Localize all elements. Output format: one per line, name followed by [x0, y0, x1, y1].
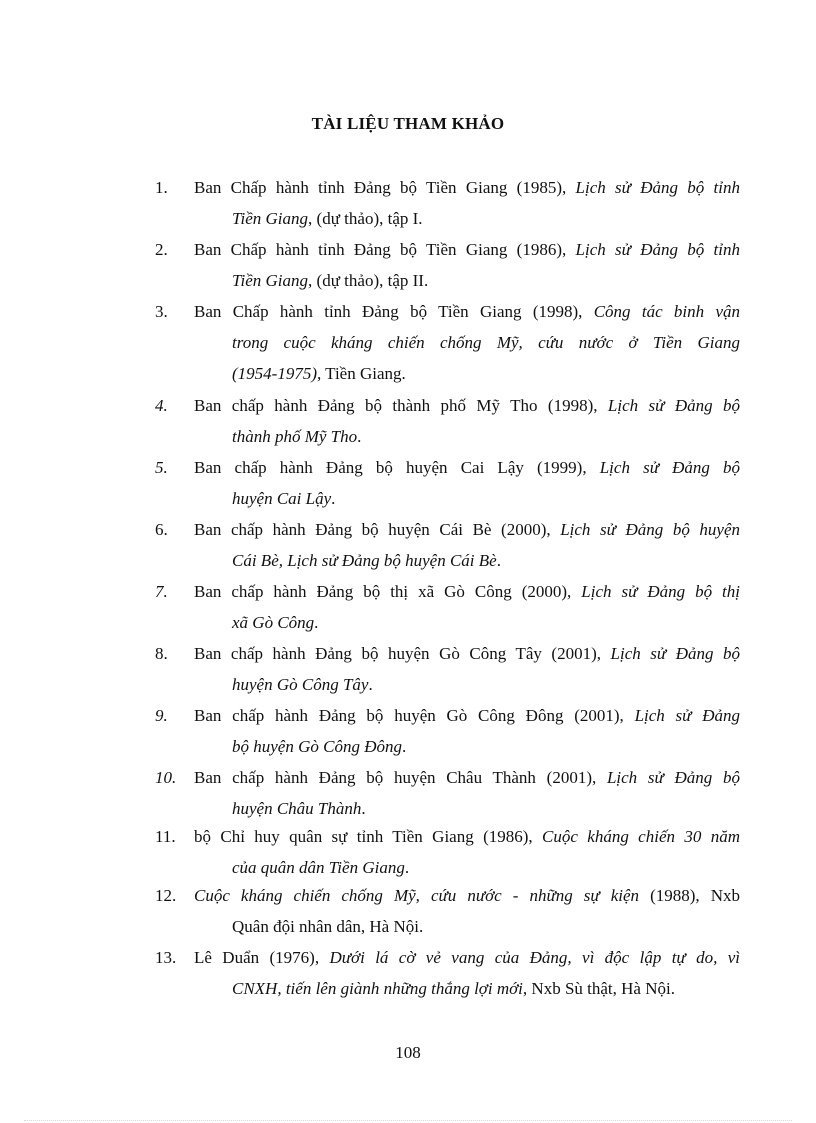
reference-number: 1. — [155, 178, 168, 197]
reference-title-segment: xã Gò Công — [232, 613, 315, 632]
reference-line — [194, 973, 740, 1004]
reference-text — [194, 452, 740, 514]
reference-number: 7. — [155, 582, 168, 601]
reference-title-segment: trong cuộc kháng chiến chống Mỹ, cứu nước ở Tiền Giang — [232, 333, 740, 352]
reference-text-segment: Ban chấp hành Đảng bộ thị xã Gò Công (2000), — [194, 582, 582, 601]
reference-title-segment: huyện Cai Lậy — [232, 489, 332, 508]
reference-text-segment: Quân đội nhân dân, Hà Nội. — [232, 917, 424, 936]
reference-line — [194, 911, 740, 942]
reference-number: 11. — [155, 827, 176, 846]
reference-text-segment: (1988), Nxb — [639, 886, 740, 905]
reference-line — [194, 576, 740, 607]
reference-text — [194, 514, 740, 576]
reference-line — [194, 172, 740, 203]
reference-number: 8. — [155, 644, 168, 663]
reference-title-segment: bộ huyện Gò Công Đông — [232, 737, 402, 756]
reference-text-segment: . — [331, 489, 336, 508]
reference-number: 9. — [155, 706, 168, 725]
reference-title-segment: Lịch sử Đảng bộ tỉnh — [575, 240, 740, 259]
reference-text-segment: , (dự thảo), tập I. — [308, 209, 423, 228]
reference-text-segment: bộ Chỉ huy quân sự tỉnh Tiền Giang (1986), — [194, 827, 543, 846]
reference-line — [194, 514, 740, 545]
reference-number: 10. — [155, 768, 177, 787]
reference-text — [194, 390, 740, 452]
reference-line — [194, 452, 740, 483]
reference-text-segment: . — [361, 799, 366, 818]
reference-number: 6. — [155, 520, 168, 539]
reference-title-segment: huyện Gò Công Tây — [232, 675, 369, 694]
reference-text-segment: Ban Chấp hành tỉnh Đảng bộ Tiền Giang (1985), — [194, 178, 576, 197]
reference-title-segment: Lịch sử Đảng bộ — [610, 644, 740, 663]
reference-line — [194, 880, 740, 911]
reference-text — [194, 576, 740, 638]
reference-text-segment: , Nxb Sù thật, Hà Nội. — [522, 979, 675, 998]
reference-line — [194, 358, 740, 389]
reference-text-segment: Tiền Giang. — [321, 364, 406, 383]
reference-text-segment: . — [368, 675, 373, 694]
reference-line — [194, 327, 740, 358]
reference-title-segment: Cái Bè, Lịch sử Đảng bộ huyện Cái Bè — [232, 551, 497, 570]
page-number: 108 — [395, 1043, 421, 1062]
reference-text-segment: Ban chấp hành Đảng bộ thành phố Mỹ Tho (1998), — [194, 396, 608, 415]
reference-line — [194, 203, 740, 234]
reference-text-segment: , (dự thảo), tập II. — [308, 271, 429, 290]
reference-title-segment: Lịch sử Đảng bộ huyện — [560, 520, 741, 539]
reference-text-segment: Ban chấp hành Đảng bộ huyện Cai Lậy (1999), — [194, 458, 600, 477]
reference-number: 13. — [155, 948, 177, 967]
page-title: TÀI LIỆU THAM KHẢO — [311, 114, 505, 133]
reference-text-segment: Ban chấp hành Đảng bộ huyện Cái Bè (2000), — [194, 520, 561, 539]
reference-text — [194, 880, 740, 942]
reference-line — [194, 607, 740, 638]
reference-line — [194, 731, 740, 762]
reference-title-segment: Cuộc kháng chiến 30 năm — [542, 827, 741, 846]
reference-line — [194, 852, 740, 883]
reference-text-segment: . — [496, 551, 501, 570]
reference-title-segment: Tiền Giang — [232, 271, 309, 290]
reference-line — [194, 762, 740, 793]
reference-line — [194, 793, 740, 824]
reference-title-segment: Công tác binh vận — [593, 302, 740, 321]
reference-text — [194, 700, 740, 762]
reference-text-segment: Ban chấp hành Đảng bộ huyện Gò Công Tây (2001), — [194, 644, 611, 663]
reference-title-segment: Lịch sử Đảng bộ — [607, 396, 740, 415]
reference-title-segment: thành phố Mỹ Tho — [232, 427, 358, 446]
reference-text-segment: Ban chấp hành Đảng bộ huyện Châu Thành (2001), — [194, 768, 607, 787]
reference-line — [194, 821, 740, 852]
reference-text — [194, 762, 740, 824]
reference-title-segment: CNXH, tiến lên giành những thắng lợi mới — [232, 979, 523, 998]
reference-line — [194, 483, 740, 514]
page-bottom-border — [24, 1120, 792, 1121]
reference-line — [194, 265, 740, 296]
reference-title-segment: huyện Châu Thành — [232, 799, 362, 818]
reference-title-segment: Cuộc kháng chiến chống Mỹ, cứu nước - những sự kiện — [194, 886, 640, 905]
reference-title-segment: Lịch sử Đảng bộ tỉnh — [575, 178, 740, 197]
reference-text — [194, 942, 740, 1004]
reference-text-segment: . — [314, 613, 319, 632]
reference-number: 3. — [155, 302, 168, 321]
reference-text-segment: . — [357, 427, 362, 446]
reference-text-segment: Ban Chấp hành tỉnh Đảng bộ Tiền Giang (1998), — [194, 302, 594, 321]
reference-line — [194, 421, 740, 452]
reference-text-segment: Ban Chấp hành tỉnh Đảng bộ Tiền Giang (1986), — [194, 240, 576, 259]
reference-text — [194, 821, 740, 883]
reference-line — [194, 669, 740, 700]
reference-title-segment: Lịch sử Đảng bộ thị — [581, 582, 740, 601]
reference-line — [194, 390, 740, 421]
reference-line — [194, 638, 740, 669]
reference-title-segment: Dưới lá cờ vẻ vang của Đảng, vì độc lập tự do, vì — [329, 948, 740, 967]
reference-title-segment: (1954-1975), — [232, 364, 322, 383]
reference-text — [194, 234, 740, 296]
reference-text — [194, 172, 740, 234]
reference-text-segment: . — [404, 858, 410, 877]
reference-text-segment: Ban chấp hành Đảng bộ huyện Gò Công Đông (2001), — [194, 706, 635, 725]
reference-number: 5. — [155, 458, 168, 477]
reference-line — [194, 545, 740, 576]
reference-number: 2. — [155, 240, 168, 259]
reference-title-segment: của quân dân Tiền Giang — [232, 858, 405, 877]
reference-line — [194, 234, 740, 265]
reference-number: 4. — [155, 396, 168, 415]
reference-title-segment: Tiền Giang — [232, 209, 309, 228]
reference-title-segment: Lịch sử Đảng bộ — [606, 768, 741, 787]
reference-text — [194, 638, 740, 700]
reference-title-segment: Lịch sử Đảng bộ — [599, 458, 741, 477]
reference-text-segment: Lê Duẩn (1976), — [194, 948, 330, 967]
reference-title-segment: Lịch sử Đảng — [634, 706, 740, 725]
reference-number: 12. — [155, 886, 177, 905]
reference-line — [194, 942, 740, 973]
reference-line — [194, 700, 740, 731]
reference-text-segment: . — [401, 737, 407, 756]
reference-line — [194, 296, 740, 327]
reference-text — [194, 296, 740, 389]
